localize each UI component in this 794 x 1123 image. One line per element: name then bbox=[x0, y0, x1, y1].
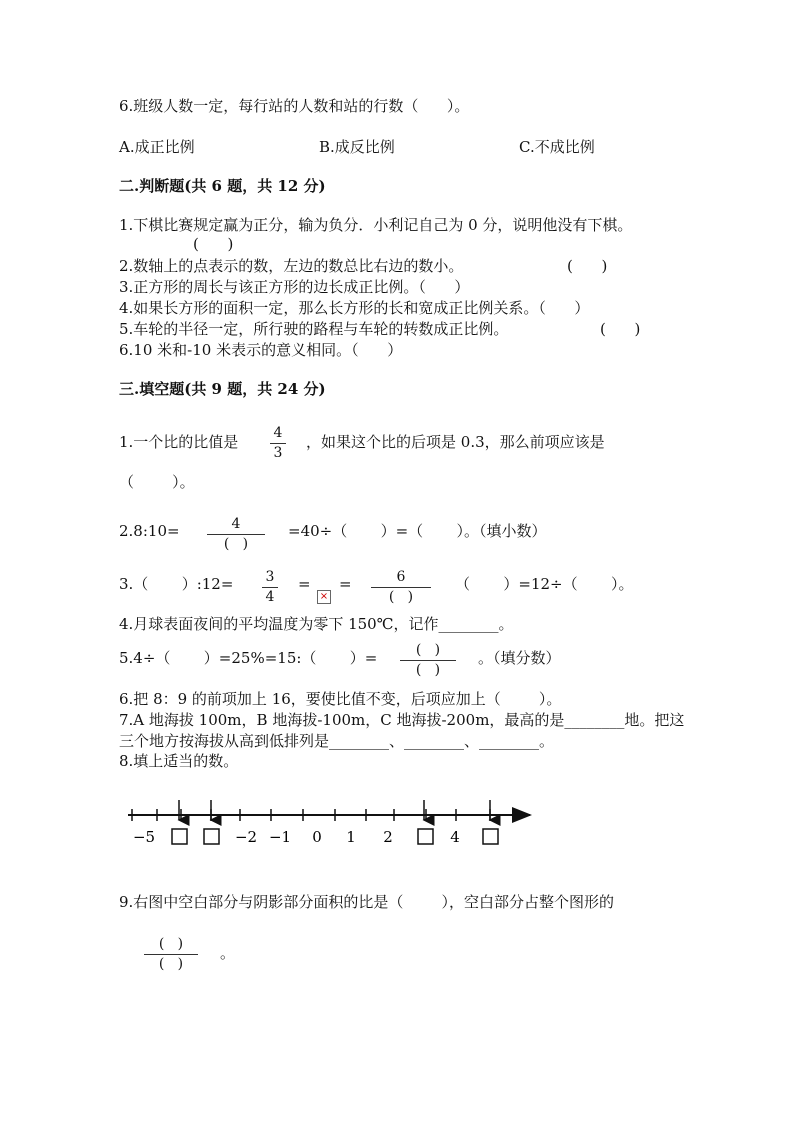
question-6-stem: 6.班级人数一定，每行站的人数和站的行数（ ）。 bbox=[119, 97, 470, 115]
fill-q2-fraction bbox=[207, 516, 265, 553]
fraction-bar bbox=[371, 587, 431, 588]
fraction-denominator: 4 bbox=[265, 589, 275, 605]
label-4: 4 bbox=[450, 828, 460, 846]
fill-q3-suffix: （ ）=12÷（ ）。 bbox=[455, 575, 634, 593]
fill-q1-prefix: 1.一个比的比值是 bbox=[119, 433, 239, 451]
blank-box[interactable] bbox=[418, 829, 433, 844]
blank-box[interactable] bbox=[483, 829, 498, 844]
fraction-denominator: ( ) bbox=[415, 662, 441, 678]
fill-q3-equals-2: = bbox=[339, 575, 352, 593]
judge-item-5-blank: ( ) bbox=[600, 320, 641, 338]
judge-item-1: 1.下棋比赛规定赢为正分，输为负分．小利记自己为 0 分，说明他没有下棋。 bbox=[119, 216, 633, 234]
fraction-numerator: 4 bbox=[231, 516, 241, 532]
fraction-numerator: 4 bbox=[273, 425, 283, 441]
fill-q1-line2: （ ）。 bbox=[119, 473, 195, 491]
fill-q3-fraction-1 bbox=[262, 569, 278, 606]
fraction-bar bbox=[262, 587, 278, 588]
fill-q4: 4.月球表面夜间的平均温度为零下 150℃，记作________。 bbox=[119, 615, 514, 633]
section-2-title: 二.判断题(共 6 题，共 12 分) bbox=[119, 177, 326, 195]
fill-q1-suffix: ，如果这个比的后项是 0.3，那么前项应该是 bbox=[306, 433, 605, 451]
fraction-bar bbox=[270, 443, 286, 444]
fraction-numerator: 3 bbox=[265, 569, 275, 585]
blank-box[interactable] bbox=[204, 829, 219, 844]
label-1: 1 bbox=[346, 828, 356, 846]
fraction-numerator: ( ) bbox=[415, 642, 441, 658]
fill-q9-end: 。 bbox=[220, 944, 236, 962]
fraction-numerator: ( ) bbox=[158, 936, 184, 952]
fill-q8: 8.填上适当的数。 bbox=[119, 752, 239, 770]
fill-q6: 6.把 8：9 的前项加上 16，要使比值不变，后项应加上（ ）。 bbox=[119, 690, 562, 708]
judge-item-5: 5.车轮的半径一定，所行驶的路程与车轮的转数成正比例。 bbox=[119, 320, 509, 338]
number-line-blanks bbox=[172, 829, 498, 844]
fraction-bar bbox=[144, 954, 198, 955]
fill-q3-fraction-2 bbox=[371, 569, 431, 606]
fill-q5-prefix: 5.4÷（ ）=25%=15:（ ）= bbox=[119, 649, 378, 667]
judge-item-6: 6.10 米和-10 米表示的意义相同。（ ） bbox=[119, 341, 403, 359]
section-3-title: 三.填空题(共 9 题，共 24 分) bbox=[119, 380, 326, 398]
fraction-denominator: ( ) bbox=[158, 956, 184, 972]
broken-image-icon: × bbox=[317, 590, 331, 604]
fill-q3-prefix: 3.（ ）:12= bbox=[119, 575, 234, 593]
option-b: B.成反比例 bbox=[319, 138, 395, 156]
judge-item-2-blank: ( ) bbox=[567, 257, 608, 275]
label-minus-1: −1 bbox=[268, 828, 292, 846]
fraction-denominator: 3 bbox=[273, 445, 283, 461]
label-minus-2: −2 bbox=[234, 828, 258, 846]
fill-q7-line2: 三个地方按海拔从高到低排列是________、________、________。 bbox=[119, 732, 555, 750]
fraction-denominator: ( ) bbox=[388, 589, 414, 605]
judge-item-3: 3.正方形的周长与该正方形的边长成正比例。（ ） bbox=[119, 278, 470, 296]
fill-q1-fraction bbox=[270, 425, 286, 462]
judge-item-1-blank: ( ) bbox=[193, 235, 234, 253]
fraction-bar bbox=[207, 534, 265, 535]
blank-box[interactable] bbox=[172, 829, 187, 844]
fill-q7-line1: 7.A 地海拔 100m，B 地海拔-100m，C 地海拔-200m，最高的是________地。把这 bbox=[119, 711, 685, 729]
judge-item-2: 2.数轴上的点表示的数，左边的数总比右边的数小。 bbox=[119, 257, 464, 275]
option-a: A.成正比例 bbox=[119, 138, 195, 156]
judge-item-4: 4.如果长方形的面积一定，那么长方形的长和宽成正比例关系。（ ） bbox=[119, 299, 590, 317]
fill-q5-suffix: 。（填分数） bbox=[478, 649, 561, 667]
fraction-numerator: 6 bbox=[396, 569, 406, 585]
fraction-denominator: ( ) bbox=[223, 536, 249, 552]
label-2: 2 bbox=[383, 828, 393, 846]
fill-q5-fraction bbox=[400, 642, 456, 679]
option-c: C.不成比例 bbox=[519, 138, 595, 156]
label-minus-5: −5 bbox=[132, 828, 156, 846]
fill-q9-fraction bbox=[144, 936, 198, 973]
fill-q2-suffix: =40÷（ ）=（ ）。（填小数） bbox=[288, 522, 547, 540]
fraction-bar bbox=[400, 660, 456, 661]
fill-q3-equals-1: = bbox=[298, 575, 311, 593]
fill-q9-line1: 9.右图中空白部分与阴影部分面积的比是（ ），空白部分占整个图形的 bbox=[119, 893, 614, 911]
label-0: 0 bbox=[312, 828, 322, 846]
number-line-figure bbox=[120, 798, 540, 856]
fill-q2-prefix: 2.8:10= bbox=[119, 522, 180, 540]
